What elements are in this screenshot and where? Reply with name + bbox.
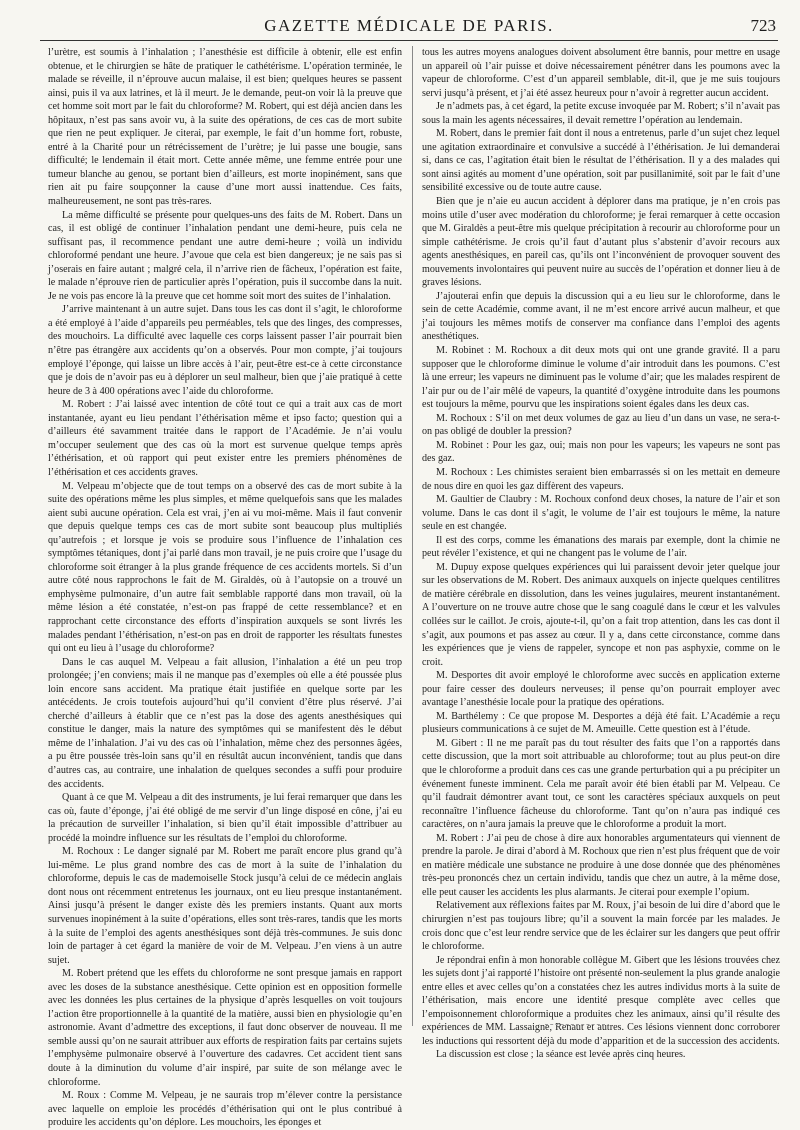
paragraph: M. Robert : J’ai peu de chose à dire aux honorables argumentateurs qui viennent de prendre la parole. Je dirai d’abord à M. Rochoux que rien n’est plus fréquent que de voir en matière médicale une substance ne produire à une dose donnée que des phénomènes très-peu prononcés chez un certain individu, tandis que chez un autre, à la même dose, elle peut causer les accidents les plus alarmants. Je citerai pour exemple l’opium. <box>422 832 780 898</box>
paragraph: Bien que je n’aie eu aucun accident à déplorer dans ma pratique, je n’en crois pas moins utile d’user avec modération du chloroforme; je ferai remarquer à cette occasion que M. Giraldès a peut-être mis quelque précipitation à recourir au chloroforme pour un simple cathétérisme. Je crois qu’il faut d’autant plus s’abstenir d’avoir recours aux agents anesthésiques, en pareil cas, qu’ils ont l’inconvénient de provoquer souvent des mouvements involontaires qui peuvent nuire au succès de l’opération et donner lieu à de graves lésions. <box>422 196 780 289</box>
paragraph: M. Desportes dit avoir employé le chloroforme avec succès en application externe pour faire cesser des douleurs nerveuses; il pense qu’on pourrait employer avec avantage l’anesthésie locale pour la pratique des opérations. <box>422 670 780 709</box>
paragraph: M. Gaultier de Claubry : M. Rochoux confond deux choses, la nature de l’air et son volume. Dans le cas dont il s’agit, le volume de l’air est toujours le même, la nature seule en est changée. <box>422 494 780 533</box>
running-title: GAZETTE MÉDICALE DE PARIS. <box>264 16 554 35</box>
page-header <box>40 14 778 41</box>
right-column <box>422 46 780 1061</box>
paragraph: tous les autres moyens analogues doivent absolument être bannis, pour mettre en usage un appareil où l’air puisse et doive nécessairement pénétrer dans les poumons avec la vapeur de chloroforme. C’est d’un appareil semblable, dit-il, que je me suis toujours servi jusqu’à présent, et j’ai été assez heureux pour n’avoir à regretter aucun accident. <box>422 47 780 99</box>
column-divider <box>412 46 413 1026</box>
paragraph: Je n’admets pas, à cet égard, la petite excuse invoquée par M. Robert; s’il n’avait pas sous la main les agents nécessaires, il devait remettre l’opération au lendemain. <box>422 101 780 126</box>
paragraph: M. Rochoux : Les chimistes seraient bien embarrassés si on les mettait en demeure de nous dire en quoi les gaz diffèrent des vapeurs. <box>422 466 780 492</box>
paragraph: M. Robert : J’ai laissé avec intention de côté tout ce qui a trait aux cas de mort instantanée, ayant eu lieu pendant l’éthérisation même et ipso facto; question qui a d’ailleurs été savamment traitée dans le rapport de l’Académie. Je n’ai voulu m’occuper seulement que des cas où la mort est survenue quelque temps après l’éthérisation, et où rapport qui peut exister entre les premiers phénomènes de l’éthérisation et ces accidents graves. <box>48 399 402 478</box>
left-column <box>48 46 402 1129</box>
paragraph: Quant à ce que M. Velpeau a dit des instruments, je lui ferai remarquer que dans les cas où, faute d’éponge, j’ai été obligé de me servir d’un linge disposé en cône, j’ai eu la précaution de surveiller l’inhalation, si bien qu’il était impossible d’attribuer au procédé la moindre influence sur les résultats de l’emploi du chloroforme. <box>48 792 402 844</box>
paragraph: J’ajouterai enfin que depuis la discussion qui a eu lieu sur le chloroforme, dans le sein de cette Académie, comme avant, il ne m’est encore arrivé aucun malheur, et que j’ai toujours les mêmes motifs de conserver ma confiance dans l’emploi des agents anesthétiques. <box>422 290 780 343</box>
paragraph: Relativement aux réflexions faites par M. Roux, j’ai besoin de lui dire d’abord que le chirurgien n’est pas toujours libre; qu’il a souvent la main forcée par les malades. Je crois donc que c’est leur rendre service que de les éclairer sur les dangers que peut offrir le chloroforme. <box>422 900 780 953</box>
footer-rule <box>545 1024 605 1025</box>
paragraph: M. Dupuy expose quelques expériences qui lui paraissent devoir jeter quelque jour sur les observations de M. Robert. Des animaux auxquels on injecte quelques centilitres de matière cérébrale en dissolution, dans les veines jugulaires, meurent instantanément. A l’ouverture on ne trouve autre chose que le sang coagulé dans le cœur et les valvules collées sur le caillot. Je crois, ajoute-t-il, qu’on a fait trop attention, dans les cas dont il s’agit, aux poumons et pas assez au cœur. Il y a, dans cette circonstance, comme dans les expériences que je viens de rappeler, syncope et non pas asphyxie, comme on le croit. <box>422 561 780 668</box>
paragraph: M. Barthélemy : Ce que propose M. Desportes a déjà été fait. L’Académie a reçu plusieurs communications à ce sujet de M. Ameuille. Cette question est à l’étude. <box>422 710 780 736</box>
paragraph: M. Gibert : Il ne me paraît pas du tout résulter des faits que l’on a rapportés dans cette discussion, que la mort soit attribuable au chloroforme; tout au plus peut-on dire que le chloroforme a produit dans ces cas une grande perturbation qui a pu précipiter un événement funeste imminent. Cela me paraît avoir été bien établi par M. Velpeau. Ce qu’il faudrait démontrer avant tout, ce sont les caractères spéciaux auxquels on peut reconnaître l’influence fâcheuse du chloroforme. Tant qu’on n’aura pas indiqué ces caractères, on n’aura jamais la preuve que le chloroforme a produit la mort. <box>422 737 780 831</box>
paragraph: M. Robinet : M. Rochoux a dit deux mots qui ont une grande gravité. Il a paru supposer que le chloroforme diminue le volume d’air introduit dans les poumons. C’est là une erreur; les vapeurs ne diminuent pas le volume d’air; que les malades respirent de l’air pur ou de l’air mêlé de vapeurs, la quantité d’oxygène introduite dans les poumons est toujours la même, pourvu que les inspirations soient égales dans les deux cas. <box>422 345 780 411</box>
paragraph: La discussion est close ; la séance est levée après cinq heures. <box>436 1049 686 1061</box>
paragraph: M. Rochoux : S’il on met deux volumes de gaz au lieu d’un dans un vase, ne sera-t-on pas obligé de doubler la pression? <box>422 412 780 438</box>
paragraph: Il est des corps, comme les émanations des marais par exemple, dont la chimie ne peut révéler l’existence, et qui ne changent pas le volume de l’air. <box>422 534 780 560</box>
paragraph: M. Rochoux : Le danger signalé par M. Robert me paraît encore plus grand qu’à lui-même. Le plus grand nombre des cas de mort à la suite de l’inhalation du chloroforme, depuis le cas de mademoiselle Stock jusqu’à celui de ce médecin anglais dont nous ont récemment entretenus les journaux, ont eu lieu presque instantanément. Ainsi jusqu’à présent le danger existe dès les premiers instants. Quant aux morts survenues inopinément à la suite d’opérations, elles sont très-rares, tandis que les morts à la suite de l’emploi des agents anesthésiques sont déjà très-communes. Je suis donc loin de partager à cet égard la manière de voir de M. Velpeau. J’en viens à un autre sujet. <box>48 846 402 966</box>
paragraph: M. Robert, dans le premier fait dont il nous a entretenus, parle d’un sujet chez lequel une agitation extraordinaire et convulsive a succédé à l’éthérisation. Je lui demanderai si, dans ce cas, l’agitation était bien le résultat de l’éthérisation. Il y a des malades qui sont ainsi agités au moment d’une opération, soit par pusillanimité, soit par le fait d’une sensibilité excessive ou de toute autre cause. <box>422 128 780 194</box>
paragraph: Dans le cas auquel M. Velpeau a fait allusion, l’inhalation a été un peu trop prolongée; j’en conviens; mais il ne manque pas d’exemples où elle a été poussée plus loin encore sans accident. Ma pratique était justifiée en quelque sorte par les antécédents. Je crois toutefois aujourd’hui qu’il convient d’être plus réservé. J’ai cherché d’ailleurs à établir que ce n’est pas la dose des agents anesthésiques qui constitue le danger, mais la nature des symptômes qui se manifestent dès le début même de l’inhalation. J’ai vu des cas où l’inhalation, même chez des personnes âgées, a pu être poussée très-loin sans qu’il en résultât aucun inconvénient, tandis que dans d’autres cas, au contraire, une inhalation de quelques secondes a suffi pour produire des accidents. <box>48 656 402 790</box>
paragraph: J’arrive maintenant à un autre sujet. Dans tous les cas dont il s’agit, le chloroforme a été employé à l’aide d’appareils peu perméables, tels que des linges, des compresses, des mouchoirs. La difficulté avec laquelle ces corps laissent passer l’air pourrait bien n’être pas étrangère aux accidents qu’on a observés. Pour mon compte, j’ai toujours employé l’éponge, qui laisse un libre accès à l’air, peut-être est-ce à cette circonstance que je dois de n’avoir pas eu à déplorer un seul malheur, bien que j’aie pratiqué à cette heure de 3 à 400 opérations avec l’aide du chloroforme. <box>48 304 402 397</box>
paragraph: Je répondrai enfin à mon honorable collègue M. Gibert que les lésions trouvées chez les sujets dont j’ai rapporté l’histoire ont présenté non-seulement la plus grande analogie entre elles et avec celles qu’on a constatées chez les autres individus morts à la suite de l’éthérisation, mais encore une identité presque complète avec celles que l’empoisonnement chloroformique a produites chez les animaux, ainsi qu’il résulte des expériences de MM. Lassaigne, Renaut et autres. Ces lésions viennent donc corroborer les inductions qui ressortent déjà du mode d’apparition et de la succession des accidents. <box>422 954 780 1047</box>
paragraph: M. Velpeau m’objecte que de tout temps on a observé des cas de mort subite à la suite des opérations même les plus simples, et même quelquefois sans que les malades aient subi aucune opération. Cela est vrai, j’en ai vu moi-même. Mais il faut convenir que depuis quelque temps ces cas de mort subite sont beaucoup plus multipliés qu’autrefois ; et lorsque je vois se produire sous l’influence de l’inhalation ces symptômes tétaniques, dont j’ai parlé dans mon travail, je ne puis croire que l’usage du chloroforme soit étranger à la plus grande fréquence de ces accidents mortels. Si d’un autre côté nous rapprochons le fait de M. Giraldès, où à l’autopsie on a trouvé un emphysème pulmonaire, d’un autre fait semblable rapporté dans mon travail, où la même lésion a été constatée, n’est-on pas frappé de cette ressemblance? et en rapprochant cette circonstance des efforts d’inspiration auxquels se sont livrés les malades pendant l’éthérisation, n’est-on pas en droit de rapporter les résultats funestes qui ont eu lieu à l’usage du chloroforme? <box>48 480 402 655</box>
paragraph: l’urètre, est soumis à l’inhalation ; l’anesthésie est difficile à obtenir, elle est enfin obtenue, et le chirurgien se hâte de pratiquer le cathétérisme. L’opération terminée, le malade se réveille, il n’éprouve aucun malaise, il est bien; quelques heures se passent ainsi, puis il va aux latrines, et là il meurt. Je le demande, peut-on voir là la preuve que cet homme soit mort par le fait du chloroforme? M. Robert, qui est déjà ancien dans les hôpitaux, n’est pas sans avoir vu, à la suite des opérations, de ces cas de mort subite que rien ne peut expliquer. Je citerai, par exemple, le fait d’un homme fort, robuste, entré à la Charité pour un rétrécissement de l’urètre; je lui passe une bougie, sans difficulté; le lendemain il était mort. Cette année même, une femme entrée pour une tumeur blanche au genou, se portant bien d’ailleurs, est morte inopinément, sans que rien ait pu faire soupçonner la cause d’une mort aussi inattendue. Ces faits, malheureusement, ne sont pas très-rares. <box>48 47 402 208</box>
paragraph: M. Robert prétend que les effets du chloroforme ne sont presque jamais en rapport avec les doses de la substance anesthésique. Cette opinion est en opposition formelle avec les données les plus certaines de la physique d’après lesquelles on voit toujours l’action être proportionnelle à la quantité de la matière, aussi bien en physiologie qu’en astronomie. Avant d’admettre des exceptions, il faut donc observer de nouveau. Il me semble aussi qu’on ne saurait attribuer aux efforts de respiration faits par certains sujets l’emphysème pulmonaire observé à l’ouverture des cadavres. Cet accident tient sans doute à la diminution du volume d’air inspiré, par suite de son mélange avec le chloroforme. <box>48 968 402 1088</box>
paragraph: M. Roux : Comme M. Velpeau, je ne saurais trop m’élever contre la persistance avec laquelle on emploie les procédés d’éthérisation qui ont le plus contribué à produire les accidents qu’on déplore. Les mouchoirs, les éponges et <box>48 1090 402 1129</box>
paragraph: La même difficulté se présente pour quelques-uns des faits de M. Robert. Dans un cas, il est obligé de continuer l’inhalation pendant une demi-heure, puis cela ne suffisant pas, il recommence pendant une autre demi-heure ; voilà un individu chloroformé pendant une heure. J’avoue que cela est bien dangereux; je ne sais pas si j’oserais en faire autant ; malgré cela, il n’arrive rien de fâcheux, l’opération est faite, le malade n’éprouve rien de particulier après l’opération, puis il succombe dans la nuit. Je ne vois pas encore là la preuve que cet homme soit mort des suites de l’inhalation. <box>48 209 402 302</box>
paragraph: M. Robinet : Pour les gaz, oui; mais non pour les vapeurs; les vapeurs ne sont pas des gaz. <box>422 439 780 465</box>
page-number: 723 <box>750 16 776 35</box>
